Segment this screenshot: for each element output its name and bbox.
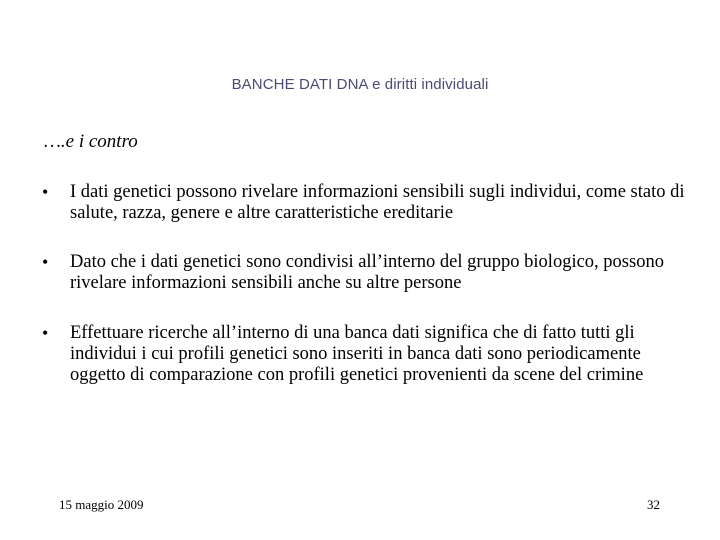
bullet-list — [42, 182, 692, 414]
bullet-text: Dato che i dati genetici sono condivisi all’interno del gruppo biologico, possono rivelare informazioni sensibili anche su altre persone — [70, 252, 664, 293]
footer-date: 15 maggio 2009 — [59, 497, 144, 512]
bullet-text: Effettuare ricerche all’interno di una banca dati significa che di fatto tutti gli individui i cui profili genetici sono inseriti in banca dati sono periodicamente oggetto di comparazione con profili genetici provenienti da scene del crimine — [70, 323, 644, 385]
bullet-text: I dati genetici possono rivelare informazioni sensibili sugli individui, come stato di salute, razza, genere e altre caratteristiche ereditarie — [70, 182, 685, 223]
slide-subtitle: ….e i contro — [44, 131, 138, 152]
slide-title: BANCHE DATI DNA e diritti individuali — [231, 76, 489, 93]
bullet-item — [42, 323, 692, 386]
bullet-icon: • — [42, 252, 49, 272]
bullet-icon: • — [42, 323, 49, 343]
bullet-item — [42, 252, 692, 294]
bullet-icon: • — [42, 182, 49, 202]
page-number: 32 — [647, 497, 660, 512]
bullet-item — [42, 182, 692, 224]
